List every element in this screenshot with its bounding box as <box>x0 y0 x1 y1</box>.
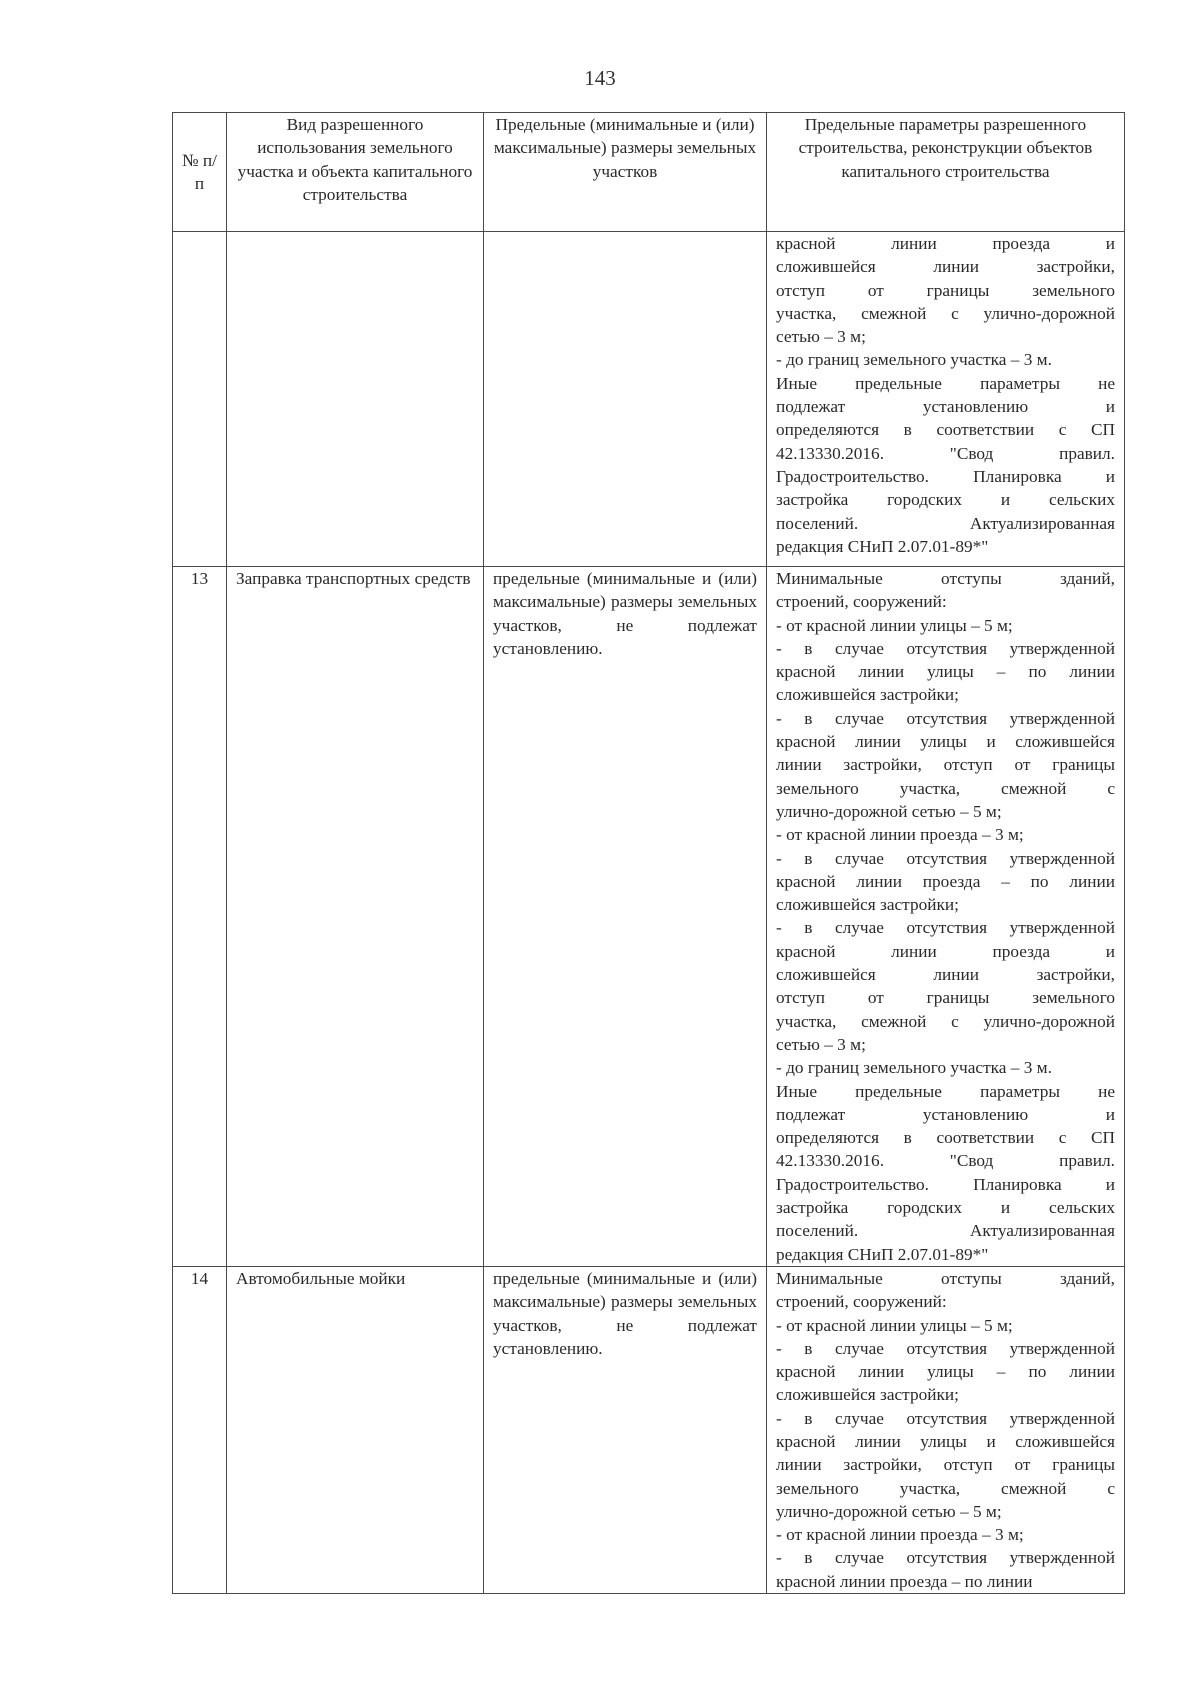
build-params-line: - в случае отсутствия утвержденной <box>776 1408 1115 1428</box>
build-params-line: подлежат установлению и <box>776 1104 1115 1124</box>
build-params-line: Минимальные отступы зданий, <box>776 569 1115 588</box>
build-params-line: подлежат установлению и <box>776 397 1115 417</box>
build-params-line: красной линии улицы – по линии <box>776 662 1115 682</box>
build-params-line: сложившейся застройки; <box>776 1385 959 1405</box>
build-params-line: - от красной линии проезда – 3 м; <box>776 825 1024 845</box>
build-params-line: - в случае отсутствия утвержденной <box>776 848 1115 868</box>
build-params-line: сложившейся линии застройки, <box>776 257 1115 277</box>
build-params-line: 42.13330.2016. "Свод правил. <box>776 1151 1115 1171</box>
table-row <box>173 1266 1125 1593</box>
build-params-line: - от красной линии улицы – 5 м; <box>776 1315 1013 1335</box>
build-params-line: - в случае отсутствия утвержденной <box>776 1338 1115 1358</box>
build-params-line: отступ от границы земельного <box>776 280 1115 300</box>
build-params-line: линии застройки, отступ от границы <box>776 755 1115 775</box>
row-number <box>173 232 227 567</box>
build-params-line: сетью – 3 м; <box>776 1034 866 1054</box>
row-build-params <box>767 567 1125 1267</box>
build-params-line: красной линии улицы и сложившейся <box>776 732 1115 752</box>
build-params-line: поселений. Актуализированная <box>776 513 1115 533</box>
build-params-line: строений, сооружений: <box>776 592 947 612</box>
build-params-line: красной линии улицы и сложившейся <box>776 1431 1115 1451</box>
build-params-line: - в случае отсутствия утвержденной <box>776 918 1115 938</box>
row-plot-size <box>484 232 767 567</box>
build-params-line: красной линии проезда и <box>776 234 1115 253</box>
header-number: № п/п <box>173 113 227 232</box>
build-params-line: красной линии улицы – по линии <box>776 1362 1115 1382</box>
build-params-line: - в случае отсутствия утвержденной <box>776 1548 1115 1568</box>
header-use-type: Вид разрешенного использования земельного участка и объекта капитального строительства <box>227 113 484 232</box>
row-use-type: Автомобильные мойки <box>227 1266 484 1593</box>
build-params-line: Минимальные отступы зданий, <box>776 1268 1115 1288</box>
build-params-line: земельного участка, смежной с <box>776 1478 1115 1498</box>
row-build-params <box>767 232 1125 567</box>
build-params-line: Иные предельные параметры не <box>776 1081 1115 1101</box>
build-params-line: - в случае отсутствия утвержденной <box>776 638 1115 658</box>
row-number: 13 <box>173 567 227 1267</box>
row-use-type <box>227 232 484 567</box>
page-number: 143 <box>584 66 616 90</box>
build-params-line: редакция СНиП 2.07.01-89*" <box>776 536 989 556</box>
build-params-line: линии застройки, отступ от границы <box>776 1455 1115 1475</box>
build-params-line: определяются в соответствии с СП <box>776 1128 1115 1148</box>
build-params-line: участка, смежной с улично-дорожной <box>776 1011 1115 1031</box>
build-params-line: определяются в соответствии с СП <box>776 420 1115 440</box>
build-params-line: застройка городских и сельских <box>776 490 1115 510</box>
build-params-line: сложившейся застройки; <box>776 895 959 915</box>
build-params-line: застройка городских и сельских <box>776 1198 1115 1218</box>
row-build-params <box>767 1266 1125 1593</box>
build-params-line: сетью – 3 м; <box>776 327 866 347</box>
regulations-table <box>172 112 1125 1594</box>
build-params-line: - от красной линии проезда – 3 м; <box>776 1525 1024 1545</box>
row-number: 14 <box>173 1266 227 1593</box>
build-params-line: участка, смежной с улично-дорожной <box>776 303 1115 323</box>
build-params-line: улично-дорожной сетью – 5 м; <box>776 801 1002 821</box>
header-build-params: Предельные параметры разрешенного строительства, реконструкции объектов капитального строительства <box>767 113 1125 232</box>
table-row <box>173 232 1125 567</box>
build-params-line: Иные предельные параметры не <box>776 373 1115 393</box>
build-params-line: редакция СНиП 2.07.01-89*" <box>776 1244 989 1264</box>
row-plot-size: предельные (минимальные и (или) максимальные) размеры земельных участков, не подлежат установлению. <box>484 567 767 1267</box>
row-use-type: Заправка транспортных средств <box>227 567 484 1267</box>
table-row <box>173 567 1125 1267</box>
build-params-line: - до границ земельного участка – 3 м. <box>776 350 1052 370</box>
build-params-line: красной линии проезда – по линии <box>776 1571 1033 1591</box>
table-header-row <box>173 113 1125 232</box>
build-params-line: Градостроительство. Планировка и <box>776 466 1115 486</box>
build-params-line: - до границ земельного участка – 3 м. <box>776 1058 1052 1078</box>
build-params-line: строений, сооружений: <box>776 1292 947 1312</box>
header-plot-size: Предельные (минимальные и (или) максимальные) размеры земельных участков <box>484 113 767 232</box>
build-params-line: 42.13330.2016. "Свод правил. <box>776 443 1115 463</box>
build-params-line: Градостроительство. Планировка и <box>776 1174 1115 1194</box>
build-params-line: - в случае отсутствия утвержденной <box>776 708 1115 728</box>
build-params-line: сложившейся линии застройки, <box>776 965 1115 985</box>
build-params-line: улично-дорожной сетью – 5 м; <box>776 1501 1002 1521</box>
build-params-line: красной линии проезда и <box>776 941 1115 961</box>
build-params-line: отступ от границы земельного <box>776 988 1115 1008</box>
row-plot-size: предельные (минимальные и (или) максимальные) размеры земельных участков, не подлежат установлению. <box>484 1266 767 1593</box>
build-params-line: сложившейся застройки; <box>776 685 959 705</box>
build-params-line: красной линии проезда – по линии <box>776 871 1115 891</box>
build-params-line: земельного участка, смежной с <box>776 778 1115 798</box>
build-params-line: - от красной линии улицы – 5 м; <box>776 615 1013 635</box>
build-params-line: поселений. Актуализированная <box>776 1221 1115 1241</box>
